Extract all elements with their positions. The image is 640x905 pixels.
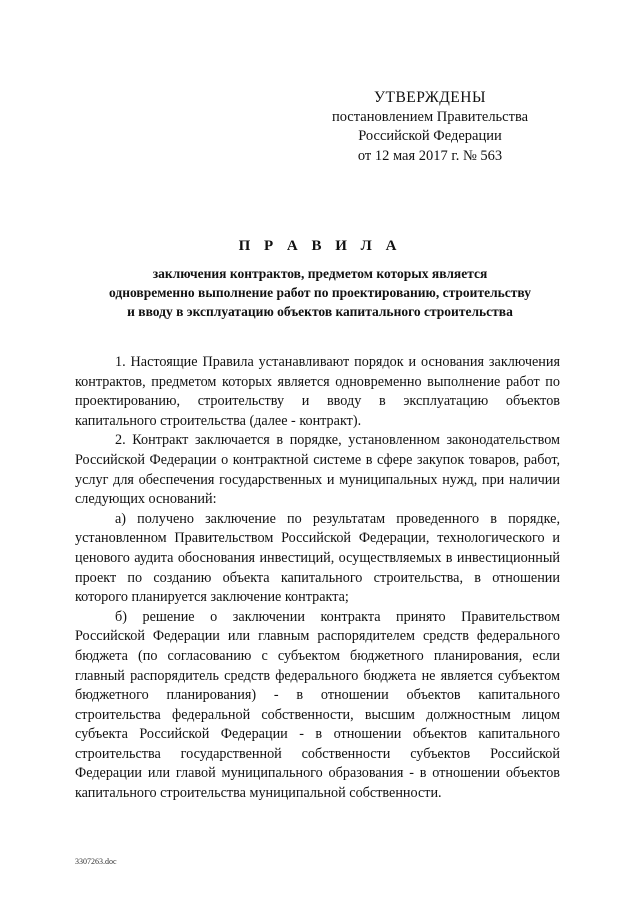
approval-stamp bbox=[300, 88, 560, 166]
document-title: П Р А В И Л А bbox=[238, 238, 402, 254]
document-body bbox=[75, 353, 560, 804]
approval-line: Российской Федерации bbox=[358, 128, 502, 144]
paragraph-2b: б) решение о заключении контракта принято Правительством Российской Федерации или главным распорядителем средств федерального бюджета (по согласованию с субъектом бюджетного планирования, если главный распорядитель средств федерального бюджета не является субъектом бюджетного планирования) - в отношении объектов капитального строительства федеральной собственности, высшим должностным лицом субъекта Российской Федерации - в отношении объектов капитального строительства государственной собственности субъектов Российской Федерации или главой муниципального образования - в отношении объектов капитального строительства муниципальной собственности. bbox=[75, 608, 560, 802]
approval-title: УТВЕРЖДЕНЫ bbox=[374, 89, 486, 106]
file-label: 3307263.doc bbox=[75, 857, 117, 866]
document-subtitle bbox=[60, 264, 580, 321]
paragraph-2: 2. Контракт заключается в порядке, установленном законодательством Российской Федерации о контрактной системе в сфере закупок товаров, работ, услуг для обеспечения государственных и муниципальных нужд, при наличии следующих оснований: bbox=[75, 432, 560, 508]
subtitle-line: одновременно выполнение работ по проектированию, строительству bbox=[109, 285, 531, 300]
subtitle-line: и вводу в эксплуатацию объектов капитального строительства bbox=[127, 304, 513, 319]
paragraph-1: 1. Настоящие Правила устанавливают порядок и основания заключения контрактов, предметом которых является одновременно выполнение работ по проектированию, строительству и вводу в эксплуатацию объектов капитального строительства (далее - контракт). bbox=[75, 354, 560, 429]
paragraph-2a: а) получено заключение по результатам проведенного в порядке, установленном Правительством Российской Федерации, технологического и ценового аудита обоснования инвестиций, осуществляемых в инвестиционный проект по созданию объекта капитального строительства, в отношении которого планируется заключение контракта; bbox=[75, 510, 560, 606]
subtitle-line: заключения контрактов, предметом которых является bbox=[152, 266, 488, 281]
approval-date-number: от 12 мая 2017 г. № 563 bbox=[357, 147, 503, 164]
approval-line: постановлением Правительства bbox=[331, 108, 529, 125]
